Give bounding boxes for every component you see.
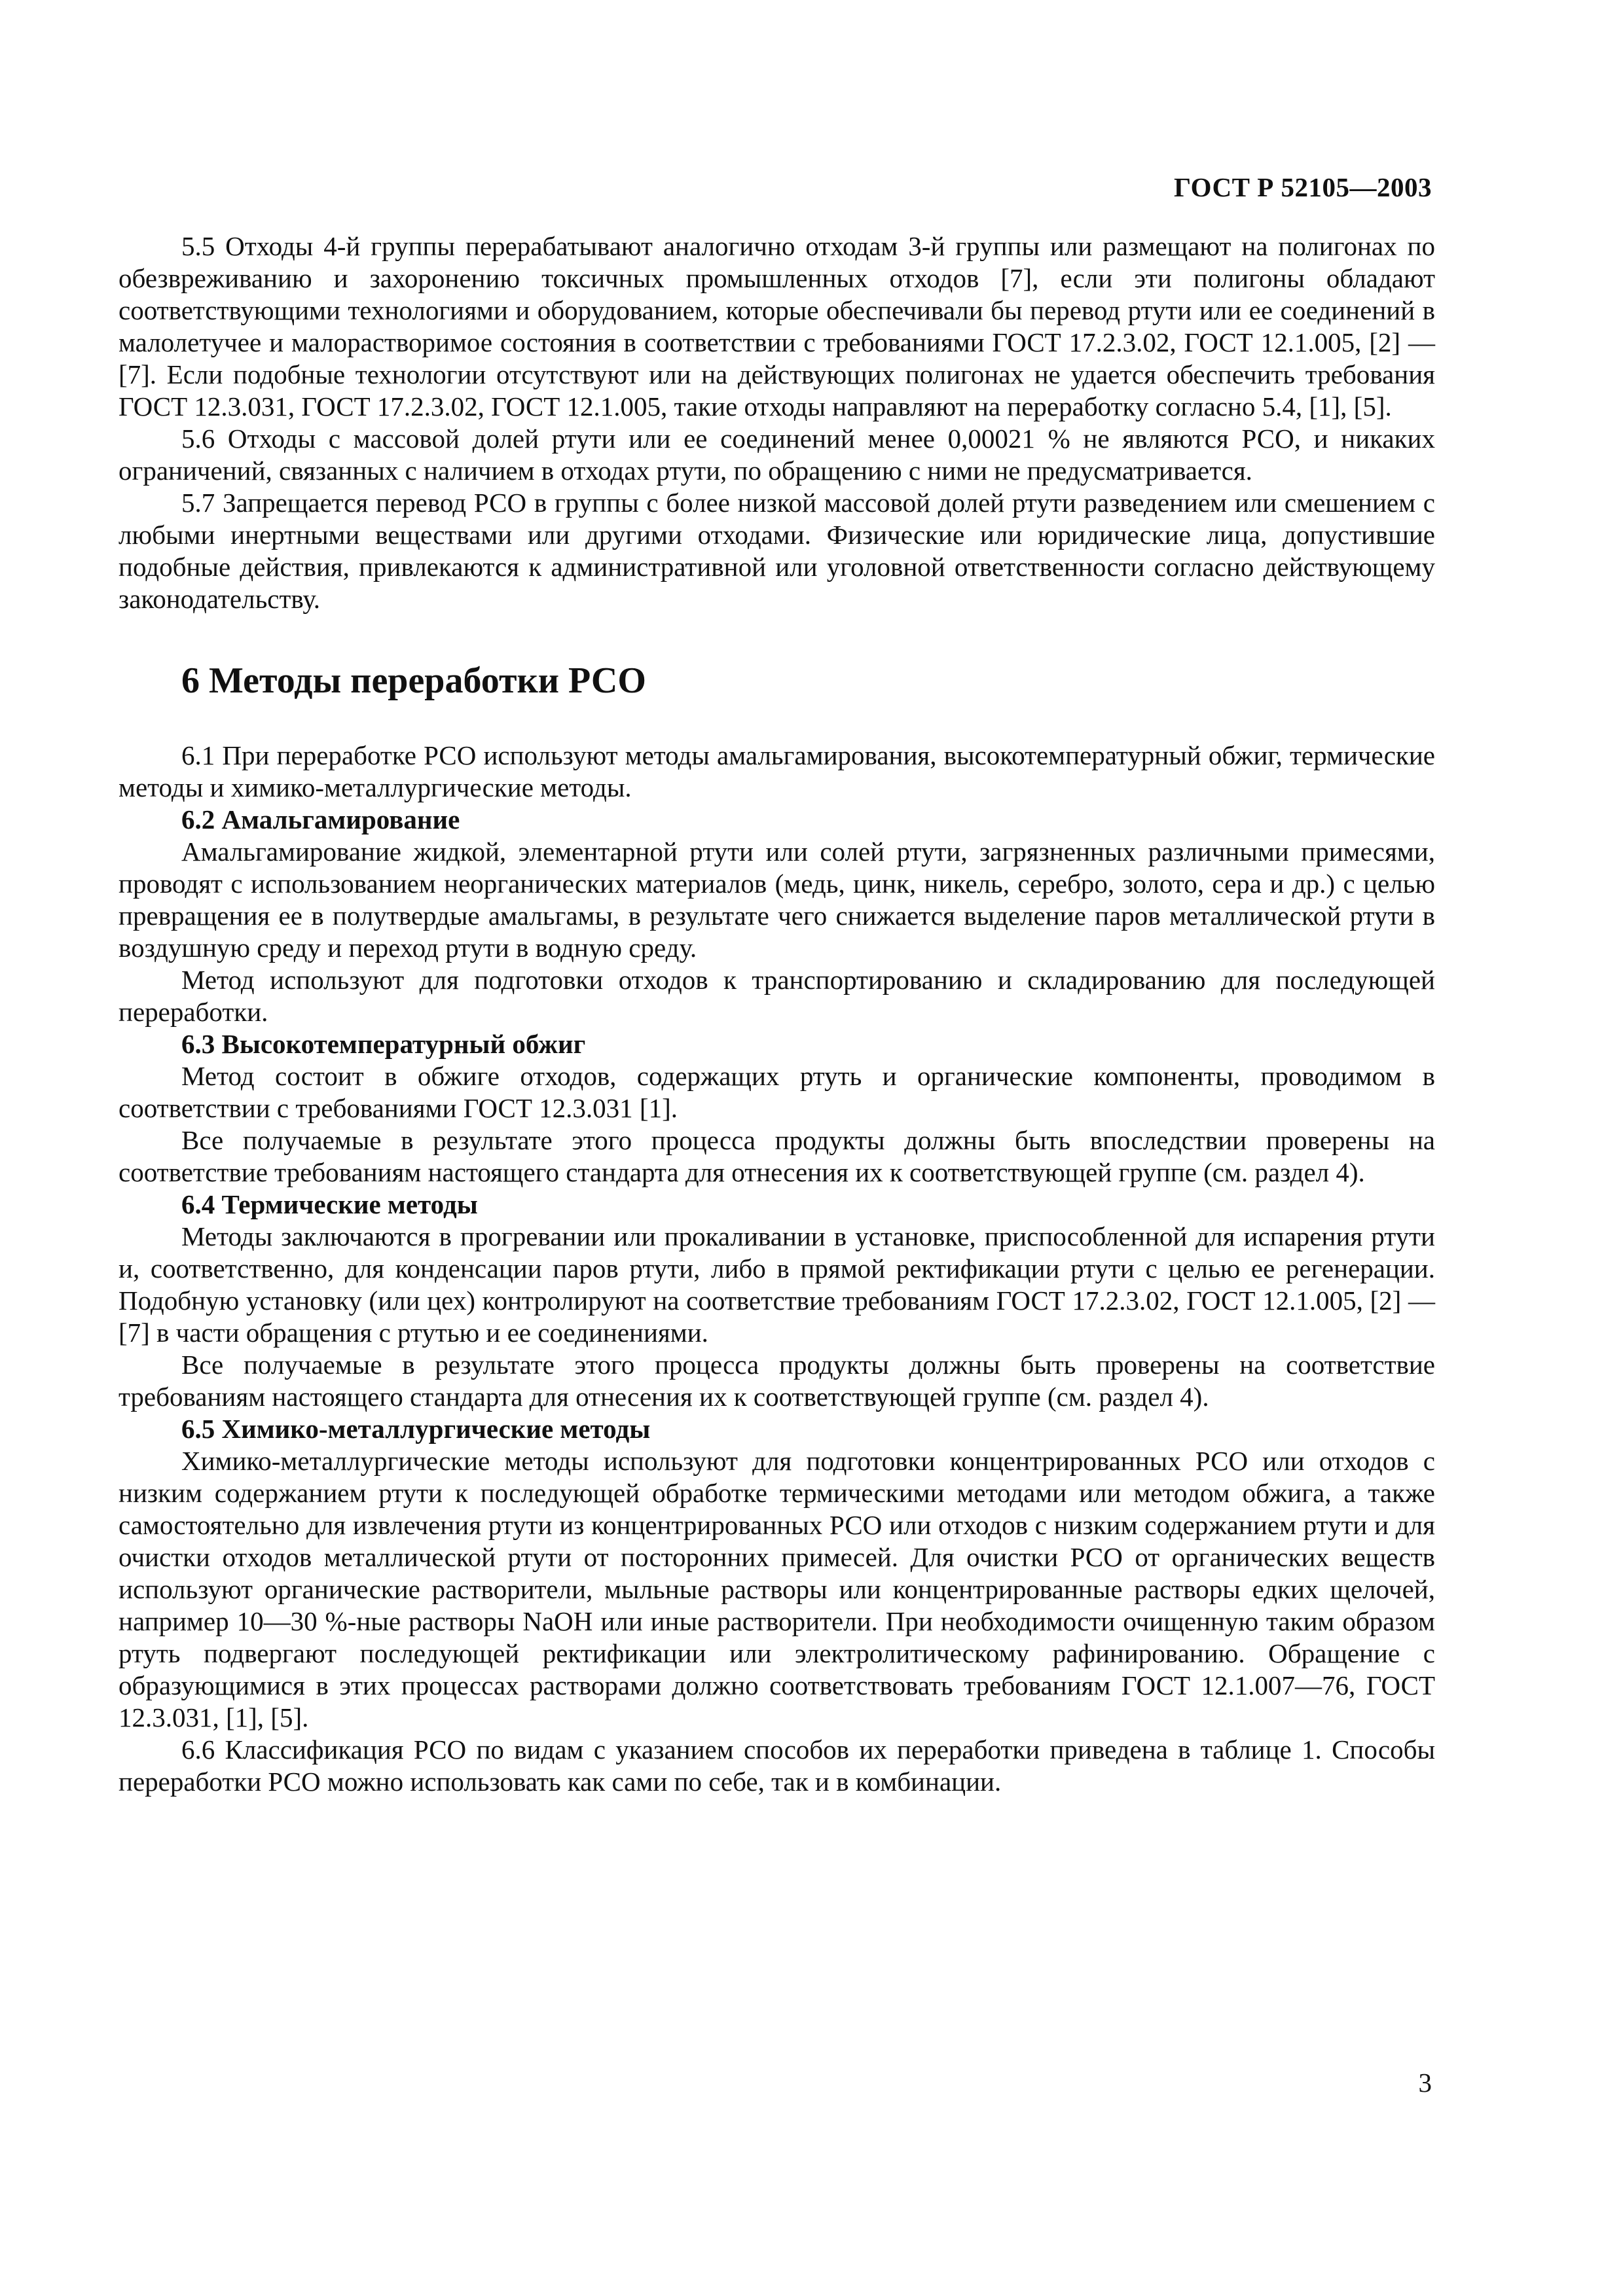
paragraph-6-1: 6.1 При переработке РСО используют методы амальгамирования, высокотемпературный обжиг, термические методы и химико-металлургические методы. (119, 740, 1435, 802)
document-body (119, 230, 1435, 1798)
paragraph-6-2-b: Метод используют для подготовки отходов к транспортированию и складированию для последующей переработки. (119, 965, 1435, 1027)
section-6-heading: 6 Методы переработки РСО (181, 660, 646, 701)
paragraph-5-7: 5.7 Запрещается перевод РСО в группы с более низкой массовой долей ртути разведением или смешением с любыми инертными веществами или другими отходами. Физические или юридические лица, допустившие подобные действия, привлекаются к административной или уголовной ответственности согласно действующему законодательству. (119, 488, 1435, 614)
subheading-6-3: 6.3 Высокотемпературный обжиг (181, 1029, 586, 1059)
subheading-6-5: 6.5 Химико-металлургические методы (181, 1414, 651, 1444)
paragraph-6-2-a: Амальгамирование жидкой, элементарной ртути или солей ртути, загрязненных различными примесями, проводят с использованием неорганических материалов (медь, цинк, никель, серебро, золото, сера и др.) с целью превращения ее в полутвердые амальгамы, в результате чего снижается выделение паров металлической ртути в воздушную среду и переход ртути в водную среду. (119, 836, 1435, 963)
document-code-header: ГОСТ Р 52105—2003 (1174, 172, 1432, 202)
paragraph-6-4-a: Методы заключаются в прогревании или прокаливании в установке, приспособленной для испарения ртути и, соответственно, для конденсации паров ртути, либо в прямой ректификации ртути с целью ее регенерации. Подобную установку (или цех) контролируют на соответствие требованиям ГОСТ 17.2.3.02, ГОСТ 12.1.005, [2] — [7] в части обращения с ртутью и ее соединениями. (119, 1221, 1435, 1348)
paragraph-6-5: Химико-металлургические методы используют для подготовки концентрированных РСО или отходов с низким содержанием ртути к последующей обработке термическими методами или методом обжига, а также самостоятельно для извлечения ртути из концентрированных РСО или отходов с низким содержанием ртути и для очистки отходов металлической ртути от посторонних примесей. Для очистки РСО от органических веществ используют органические растворители, мыльные растворы или концентрированные растворы едких щелочей, например 10—30 %-ные растворы NaOH или иные растворители. При необходимости очищенную таким образом ртуть подвергают последующей ректификации или электролитическому рафинированию. Обращение с образующимися в этих процессах растворами должно соответствовать требованиям ГОСТ 12.1.007—76, ГОСТ 12.3.031, [1], [5]. (119, 1446, 1435, 1732)
paragraph-6-4-b: Все получаемые в результате этого процесса продукты должны быть проверены на соответствие требованиям настоящего стандарта для отнесения их к соответствующей группе (см. раздел 4). (119, 1350, 1435, 1412)
paragraph-6-6: 6.6 Классификация РСО по видам с указанием способов их переработки приведена в таблице 1. Способы переработки РСО можно использовать как сами по себе, так и в комбинации. (119, 1734, 1435, 1797)
paragraph-5-5: 5.5 Отходы 4-й группы перерабатывают аналогично отходам 3-й группы или размещают на полигонах по обезвреживанию и захоронению токсичных промышленных отходов [7], если эти полигоны обладают соответствующими технологиями и оборудованием, которые обеспечивали бы перевод ртути или ее соединений в малолетучее и малорастворимое состояния в соответствии с требованиями ГОСТ 17.2.3.02, ГОСТ 12.1.005, [2] — [7]. Если подобные технологии отсутствуют или на действующих полигонах не удается обеспечить требования ГОСТ 12.3.031, ГОСТ 17.2.3.02, ГОСТ 12.1.005, такие отходы направляют на переработку согласно 5.4, [1], [5]. (119, 231, 1435, 422)
paragraph-5-6: 5.6 Отходы с массовой долей ртути или ее соединений менее 0,00021 % не являются РСО, и никаких ограничений, связанных с наличием в отходах ртути, по обращению с ними не предусматривается. (119, 423, 1435, 486)
subheading-6-2: 6.2 Амальгамирование (181, 804, 460, 834)
page-number: 3 (1418, 2068, 1432, 2098)
subheading-6-4: 6.4 Термические методы (181, 1189, 478, 1219)
paragraph-6-3-a: Метод состоит в обжиге отходов, содержащих ртуть и органические компоненты, проводимом в соответствии с требованиями ГОСТ 12.3.031 [1]. (119, 1061, 1435, 1123)
paragraph-6-3-b: Все получаемые в результате этого процесса продукты должны быть впоследствии проверены на соответствие требованиям настоящего стандарта для отнесения их к соответствующей группе (см. раздел 4). (119, 1125, 1435, 1187)
